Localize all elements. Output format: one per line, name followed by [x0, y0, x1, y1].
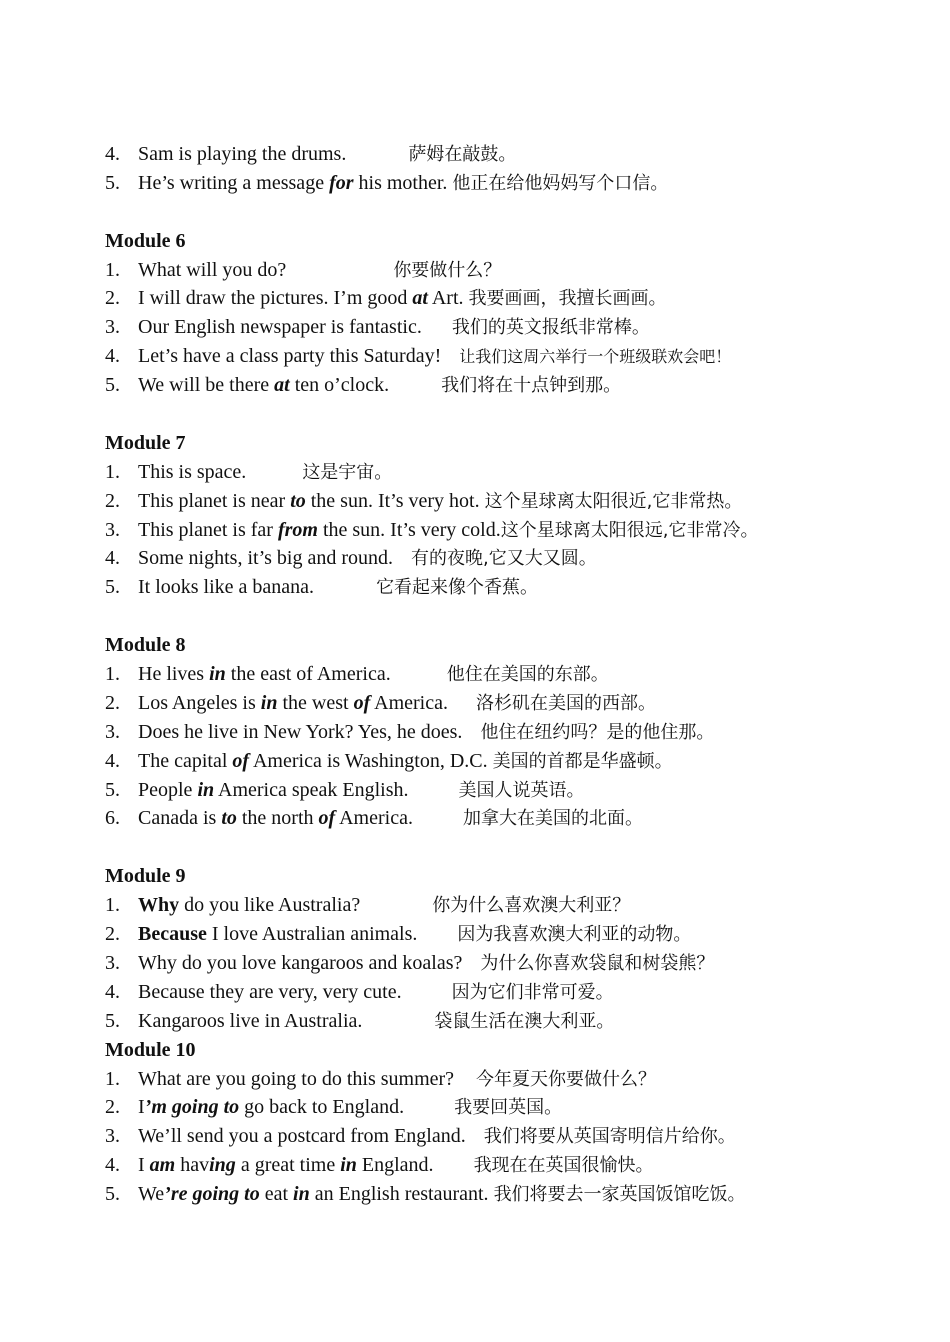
english-sentence: [138, 519, 501, 541]
english-sentence: [138, 345, 441, 367]
sentence-item: [105, 1151, 925, 1180]
item-number: 2.: [105, 691, 120, 714]
sentence-text: We will be there: [138, 374, 275, 397]
sentence-item: [105, 949, 925, 978]
chinese-translation: 今年夏天你要做什么？: [476, 1068, 657, 1090]
item-number: 4.: [105, 1154, 120, 1177]
emphasized-word: [145, 1096, 239, 1118]
sentence-item: [105, 573, 925, 602]
sentence-item: [105, 1093, 925, 1122]
chinese-translation: 他正在给他妈妈写个口信。: [452, 172, 669, 194]
sentence-text: The capital: [138, 749, 233, 772]
sentence-item: [105, 978, 925, 1007]
english-sentence: [138, 663, 391, 685]
sentence-text: We’ll send you a postcard from England.: [138, 1125, 466, 1148]
english-sentence: [138, 981, 402, 1003]
sentence-text: hav: [175, 1154, 210, 1177]
sentence-text: Kangaroos live in Australia.: [138, 1009, 363, 1032]
english-sentence: [138, 461, 246, 483]
sentence-item: [105, 256, 925, 285]
chinese-translation: 我们将在十点钟到那。: [441, 375, 622, 397]
sentence-item: [105, 458, 925, 487]
emphasized-word: [274, 374, 290, 396]
blank-line: [105, 602, 925, 631]
item-number: 2.: [105, 923, 120, 946]
emphasized-word: in: [209, 663, 226, 686]
chinese-translation: 这是宇宙。: [302, 461, 393, 483]
chinese-translation: 因为它们非常可爱。: [451, 981, 614, 1003]
emphasized-word: [209, 663, 226, 685]
blank-line: [105, 198, 925, 227]
chinese-translation: 我们将要从英国寄明信片给你。: [483, 1126, 736, 1148]
english-sentence: [138, 779, 409, 801]
sentence-text: America.: [370, 691, 448, 714]
item-number: 4.: [105, 345, 120, 368]
sentence-text: Because they are very, very cute.: [138, 980, 402, 1003]
english-sentence: [138, 172, 452, 194]
english-sentence: [138, 1154, 434, 1176]
chinese-translation: 你要做什么？: [393, 259, 502, 281]
item-number: 4.: [105, 547, 120, 570]
english-sentence: [138, 1125, 466, 1147]
sentence-text: the sun. It’s very hot.: [305, 489, 485, 512]
module-heading: [105, 1036, 925, 1065]
emphasized-word: [221, 807, 237, 829]
chinese-translation: 美国的首都是华盛顿。: [492, 750, 673, 772]
item-number: 4.: [105, 980, 120, 1003]
sentence-text: Does he live in New York? Yes, he does.: [138, 720, 463, 743]
chinese-translation: 美国人说英语。: [458, 779, 585, 801]
emphasized-word: [164, 1183, 260, 1205]
sentence-text: America is Washington, D.C.: [249, 749, 493, 772]
sentence-text: This is space.: [138, 460, 247, 483]
chinese-translation: 这个星球离太阳很远,它非常冷。: [500, 519, 759, 541]
emphasized-word: Why: [138, 894, 180, 917]
sentence-text: I will draw the pictures. I’m good: [138, 287, 413, 310]
sentence-text: Sam is playing the drums.: [138, 143, 347, 165]
item-number: 5.: [105, 1009, 120, 1032]
english-sentence: [138, 721, 462, 743]
sentence-item: [105, 169, 925, 198]
sentence-item: [105, 1007, 925, 1036]
module-heading-text: Module 9: [105, 865, 186, 888]
sentence-item: [105, 718, 925, 747]
sentence-text: the north: [236, 807, 319, 830]
sentence-text: Art.: [427, 287, 469, 310]
emphasized-word: [354, 692, 371, 714]
emphasized-word: [278, 519, 318, 541]
chinese-translation: 你为什么喜欢澳大利亚？: [432, 895, 631, 917]
emphasized-word: in: [197, 778, 215, 801]
sentence-item: [105, 284, 925, 313]
english-sentence: [138, 374, 389, 396]
emphasized-word: to: [290, 489, 306, 512]
emphasized-word: am: [149, 1154, 176, 1177]
emphasized-word: [340, 1154, 357, 1176]
sentence-item: [105, 747, 925, 776]
sentence-text: ten o’clock.: [289, 374, 390, 397]
english-sentence: [138, 894, 360, 916]
sentence-text: America.: [335, 807, 413, 830]
emphasized-word: Because: [138, 923, 207, 946]
emphasized-word: of: [318, 807, 336, 830]
sentence-item: [105, 891, 925, 920]
english-sentence: [138, 259, 286, 281]
chinese-translation: 他住在纽约吗？是的他住那。: [480, 721, 715, 743]
sentence-text: He lives: [138, 663, 210, 686]
english-sentence: [138, 1068, 454, 1090]
emphasized-word: [319, 807, 336, 829]
emphasized-word: [293, 1183, 310, 1205]
english-sentence: [138, 692, 448, 714]
emphasized-word: [290, 490, 306, 512]
english-sentence: [138, 750, 493, 772]
item-number: 3.: [105, 316, 120, 339]
sentence-text: It looks like a banana.: [138, 576, 315, 599]
module-heading-text: Module 7: [105, 431, 186, 454]
chinese-translation: 这个星球离太阳很近,它非常热。: [484, 490, 743, 512]
emphasized-word: from: [277, 518, 318, 541]
chinese-translation: 我要画画，我擅长画画。: [468, 288, 667, 310]
sentence-text: Los Angeles is: [138, 691, 261, 714]
chinese-translation: 我们的英文报纸非常棒。: [451, 317, 650, 339]
sentence-text: I: [138, 1096, 145, 1119]
sentence-text: Some nights, it’s big and round.: [138, 547, 393, 570]
chinese-translation: 加拿大在美国的北面。: [462, 808, 643, 830]
item-number: 1.: [105, 460, 120, 483]
sentence-text: This planet is far: [138, 518, 278, 541]
sentence-text: Why do you love kangaroos and koalas?: [138, 951, 463, 974]
sentence-text: Let’s have a class party this Saturday!: [138, 345, 442, 368]
emphasized-word: at: [412, 287, 428, 310]
sentence-text: I love Australian animals.: [206, 923, 418, 946]
chinese-translation: 让我们这周六举行一个班级联欢会吧！: [459, 347, 732, 367]
emphasized-word: in: [260, 691, 278, 714]
item-number: 1.: [105, 663, 120, 686]
item-number: 5.: [105, 374, 120, 397]
sentence-text: do you like Australia?: [179, 894, 361, 917]
item-number: 5.: [105, 778, 120, 801]
item-number: 5.: [105, 1183, 120, 1206]
english-sentence: [138, 490, 485, 512]
chinese-translation: 我要回英国。: [454, 1097, 563, 1119]
emphasized-word: ’m going to: [144, 1096, 240, 1119]
sentence-item: [105, 1065, 925, 1094]
sentence-text: his mother.: [353, 171, 453, 194]
emphasized-word: to: [221, 807, 237, 830]
sentence-item: [105, 920, 925, 949]
chinese-translation: 我们将要去一家英国饭馆吃饭。: [493, 1184, 746, 1206]
chinese-translation: 因为我喜欢澳大利亚的动物。: [457, 924, 692, 946]
chinese-translation: 有的夜晚,它又大又圆。: [411, 548, 597, 570]
item-number: 1.: [105, 258, 120, 281]
sentence-text: go back to England.: [239, 1096, 405, 1119]
module-heading-text: Module 6: [105, 229, 186, 252]
sentence-text: the west: [277, 691, 354, 714]
english-sentence: [138, 1183, 494, 1205]
sentence-text: England.: [356, 1154, 434, 1177]
blank-line: [105, 833, 925, 862]
sentence-text: eat: [259, 1183, 294, 1206]
sentence-text: We: [138, 1183, 165, 1206]
blank-line: [105, 400, 925, 429]
module-heading-text: Module 8: [105, 634, 186, 657]
item-number: 4.: [105, 749, 120, 772]
sentence-item: [105, 804, 925, 833]
chinese-translation: 萨姆在敲鼓。: [408, 144, 517, 165]
english-sentence: [138, 952, 462, 974]
emphasized-word: [197, 779, 214, 801]
chinese-translation: 它看起来像个香蕉。: [376, 577, 539, 599]
item-number: 5.: [105, 576, 120, 599]
sentence-item: [105, 371, 925, 400]
emphasized-word: [329, 172, 353, 194]
emphasized-word: [412, 287, 428, 309]
english-sentence: [138, 143, 346, 165]
sentence-item: [105, 342, 925, 371]
english-sentence: [138, 1096, 404, 1118]
sentence-text: Our English newspaper is fantastic.: [138, 316, 422, 339]
emphasized-word: in: [340, 1154, 357, 1177]
sentence-item: [105, 487, 925, 516]
emphasized-word: in: [293, 1183, 310, 1206]
sentence-text: the east of America.: [225, 663, 391, 686]
sentence-item: [105, 689, 925, 718]
sentence-item: [105, 140, 925, 169]
english-sentence: [138, 287, 469, 309]
module-heading: [105, 631, 925, 660]
sentence-item: [105, 313, 925, 342]
sentence-item: [105, 516, 925, 545]
sentence-text: What will you do?: [138, 258, 287, 281]
sentence-text: the sun. It’s very cold.: [317, 518, 501, 541]
module-heading: [105, 429, 925, 458]
emphasized-word: ’re going to: [164, 1183, 260, 1206]
item-number: 3.: [105, 518, 120, 541]
chinese-translation: 他住在美国的东部。: [446, 664, 609, 686]
english-sentence: [138, 923, 417, 945]
chinese-translation: 洛杉矶在美国的西部。: [475, 692, 656, 714]
sentence-text: What are you going to do this summer?: [138, 1067, 455, 1090]
english-sentence: [138, 807, 413, 829]
english-sentence: [138, 576, 314, 598]
sentence-text: People: [138, 778, 198, 801]
sentence-item: [105, 1180, 925, 1209]
item-number: 2.: [105, 489, 120, 512]
item-number: 6.: [105, 807, 120, 830]
sentence-text: He’s writing a message: [138, 171, 330, 194]
item-number: 2.: [105, 287, 120, 310]
english-sentence: [138, 1010, 362, 1032]
emphasized-word: ing: [209, 1154, 236, 1177]
item-number: 3.: [105, 720, 120, 743]
sentence-text: I: [138, 1154, 150, 1177]
module-heading: [105, 862, 925, 891]
emphasized-word: for: [329, 171, 354, 194]
sentence-text: This planet is near: [138, 489, 291, 512]
sentence-item: [105, 1122, 925, 1151]
sentence-item: [105, 544, 925, 573]
item-number: 2.: [105, 1096, 120, 1119]
sentence-text: a great time: [235, 1154, 341, 1177]
chinese-translation: 为什么你喜欢袋鼠和树袋熊？: [480, 952, 715, 974]
document-page: [105, 140, 925, 1209]
english-sentence: [138, 316, 422, 338]
module-heading-text: Module 10: [105, 1038, 196, 1061]
emphasized-word: of: [353, 691, 371, 714]
module-heading: [105, 227, 925, 256]
sentence-item: [105, 776, 925, 805]
emphasized-word: [232, 750, 249, 772]
english-sentence: [138, 547, 393, 569]
emphasized-word: [261, 692, 278, 714]
sentence-text: Canada is: [138, 807, 222, 830]
item-number: 3.: [105, 951, 120, 974]
sentence-item: [105, 660, 925, 689]
chinese-translation: 我现在在英国很愉快。: [473, 1155, 654, 1177]
sentence-text: an English restaurant.: [309, 1183, 494, 1206]
item-number: 5.: [105, 171, 120, 194]
emphasized-word: of: [232, 749, 250, 772]
sentence-text: America speak English.: [214, 778, 409, 801]
chinese-translation: 袋鼠生活在澳大利亚。: [434, 1010, 615, 1032]
item-number: 1.: [105, 1067, 120, 1090]
emphasized-word: at: [274, 374, 290, 397]
item-number: 3.: [105, 1125, 120, 1148]
emphasized-word: [150, 1154, 176, 1176]
item-number: 4.: [105, 143, 120, 165]
item-number: 1.: [105, 894, 120, 917]
emphasized-word: [209, 1154, 236, 1176]
